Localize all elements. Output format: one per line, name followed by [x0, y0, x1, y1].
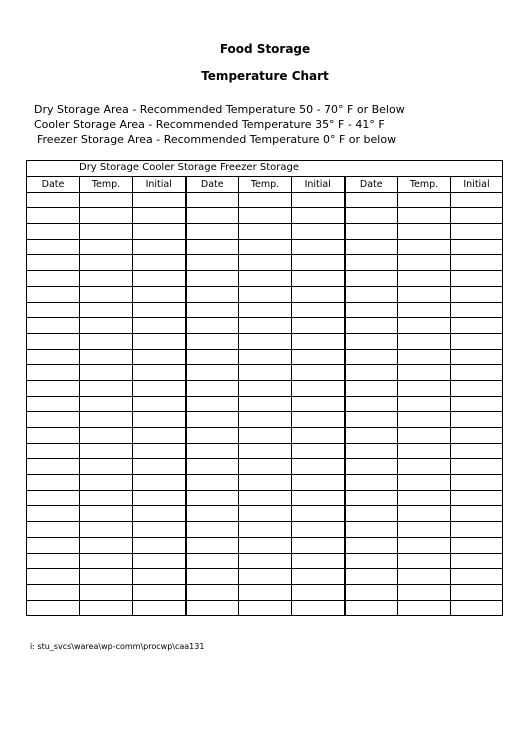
column-header-initial-dry: Initial [133, 177, 186, 193]
table-cell[interactable] [186, 224, 239, 240]
table-cell[interactable] [133, 396, 186, 412]
table-cell[interactable] [239, 224, 292, 240]
table-cell[interactable] [292, 192, 345, 208]
table-cell[interactable] [133, 239, 186, 255]
table-cell[interactable] [80, 333, 133, 349]
table-cell[interactable] [133, 192, 186, 208]
column-header-temp-cooler: Temp. [239, 177, 292, 193]
column-header-date-cooler: Date [186, 177, 239, 193]
table-cell[interactable] [345, 318, 398, 334]
table-cell[interactable] [186, 428, 239, 444]
table-cell[interactable] [80, 380, 133, 396]
table-cell[interactable] [239, 192, 292, 208]
table-row [27, 302, 503, 318]
table-cell[interactable] [451, 428, 503, 444]
table-cell[interactable] [186, 412, 239, 428]
table-cell[interactable] [133, 333, 186, 349]
table-cell[interactable] [345, 428, 398, 444]
table-cell[interactable] [80, 506, 133, 522]
table-cell[interactable] [80, 584, 133, 600]
table-cell[interactable] [186, 192, 239, 208]
table-cell[interactable] [451, 192, 503, 208]
table-cell[interactable] [133, 318, 186, 334]
table-cell[interactable] [398, 349, 451, 365]
table-cell[interactable] [451, 349, 503, 365]
table-cell[interactable] [345, 286, 398, 302]
table-cell[interactable] [398, 302, 451, 318]
table-cell[interactable] [80, 475, 133, 491]
table-cell[interactable] [133, 522, 186, 538]
table-row [27, 475, 503, 491]
table-cell[interactable] [292, 412, 345, 428]
table-cell[interactable] [451, 537, 503, 553]
table-cell[interactable] [80, 208, 133, 224]
table-cell[interactable] [292, 490, 345, 506]
table-cell[interactable] [133, 349, 186, 365]
table-cell[interactable] [398, 506, 451, 522]
table-cell[interactable] [451, 522, 503, 538]
table-cell[interactable] [27, 318, 80, 334]
table-cell[interactable] [345, 380, 398, 396]
table-cell[interactable] [292, 333, 345, 349]
table-cell[interactable] [239, 475, 292, 491]
table-cell[interactable] [80, 490, 133, 506]
table-cell[interactable] [451, 490, 503, 506]
table-cell[interactable] [398, 522, 451, 538]
table-cell[interactable] [133, 506, 186, 522]
table-cell[interactable] [292, 600, 345, 616]
table-cell[interactable] [133, 428, 186, 444]
table-cell[interactable] [292, 208, 345, 224]
table-cell[interactable] [292, 239, 345, 255]
table-cell[interactable] [186, 333, 239, 349]
table-cell[interactable] [345, 271, 398, 287]
table-cell[interactable] [398, 584, 451, 600]
page-subtitle: Temperature Chart [201, 69, 329, 83]
table-cell[interactable] [133, 459, 186, 475]
table-cell[interactable] [27, 349, 80, 365]
table-cell[interactable] [186, 271, 239, 287]
table-cell[interactable] [345, 553, 398, 569]
table-row [27, 365, 503, 381]
table-cell[interactable] [451, 239, 503, 255]
table-row [27, 537, 503, 553]
column-header-temp-freezer: Temp. [398, 177, 451, 193]
table-cell[interactable] [292, 318, 345, 334]
table-cell[interactable] [27, 302, 80, 318]
table-cell[interactable] [292, 475, 345, 491]
table-cell[interactable] [451, 569, 503, 585]
table-cell[interactable] [133, 490, 186, 506]
table-cell[interactable] [186, 255, 239, 271]
table-cell[interactable] [133, 553, 186, 569]
table-cell[interactable] [239, 255, 292, 271]
table-cell[interactable] [398, 537, 451, 553]
table-cell[interactable] [398, 459, 451, 475]
table-cell[interactable] [80, 255, 133, 271]
table-cell[interactable] [80, 192, 133, 208]
table-row [27, 428, 503, 444]
table-cell[interactable] [186, 365, 239, 381]
table-cell[interactable] [292, 506, 345, 522]
table-cell[interactable] [133, 302, 186, 318]
table-cell[interactable] [451, 255, 503, 271]
table-cell[interactable] [345, 443, 398, 459]
group-header-row [27, 161, 503, 177]
table-cell[interactable] [239, 302, 292, 318]
table-cell[interactable] [27, 412, 80, 428]
table-cell[interactable] [239, 569, 292, 585]
table-row [27, 443, 503, 459]
table-cell[interactable] [292, 255, 345, 271]
table-cell[interactable] [451, 506, 503, 522]
table-cell[interactable] [186, 569, 239, 585]
table-cell[interactable] [239, 459, 292, 475]
table-row [27, 333, 503, 349]
table-cell[interactable] [239, 318, 292, 334]
table-cell[interactable] [239, 553, 292, 569]
table-cell[interactable] [451, 584, 503, 600]
dry-storage-recommendation: Dry Storage Area - Recommended Temperature 50 - 70° F or Below [34, 103, 405, 116]
table-cell[interactable] [345, 459, 398, 475]
table-cell[interactable] [398, 380, 451, 396]
table-cell[interactable] [27, 239, 80, 255]
table-cell[interactable] [345, 412, 398, 428]
table-row [27, 396, 503, 412]
table-cell[interactable] [239, 239, 292, 255]
table-cell[interactable] [398, 286, 451, 302]
table-cell[interactable] [451, 318, 503, 334]
table-cell[interactable] [398, 208, 451, 224]
table-cell[interactable] [451, 396, 503, 412]
table-cell[interactable] [292, 380, 345, 396]
table-cell[interactable] [292, 584, 345, 600]
table-cell[interactable] [451, 286, 503, 302]
table-cell[interactable] [27, 208, 80, 224]
table-cell[interactable] [80, 302, 133, 318]
table-row [27, 412, 503, 428]
table-cell[interactable] [186, 459, 239, 475]
table-cell[interactable] [345, 506, 398, 522]
table-cell[interactable] [398, 475, 451, 491]
table-row [27, 192, 503, 208]
table-cell[interactable] [80, 349, 133, 365]
table-row [27, 208, 503, 224]
group-header-label: Dry Storage Cooler Storage Freezer Storage [79, 162, 299, 173]
table-cell[interactable] [27, 333, 80, 349]
table-row [27, 318, 503, 334]
table-cell[interactable] [451, 600, 503, 616]
table-cell[interactable] [186, 318, 239, 334]
table-cell[interactable] [345, 569, 398, 585]
table-cell[interactable] [80, 365, 133, 381]
table-cell[interactable] [292, 553, 345, 569]
table-cell[interactable] [398, 443, 451, 459]
table-cell[interactable] [398, 255, 451, 271]
table-cell[interactable] [133, 255, 186, 271]
table-cell[interactable] [27, 522, 80, 538]
table-cell[interactable] [133, 224, 186, 240]
table-cell[interactable] [186, 506, 239, 522]
table-cell[interactable] [345, 522, 398, 538]
table-cell[interactable] [451, 380, 503, 396]
table-cell[interactable] [80, 286, 133, 302]
table-cell[interactable] [292, 271, 345, 287]
table-cell[interactable] [292, 443, 345, 459]
table-cell[interactable] [80, 318, 133, 334]
table-cell[interactable] [451, 302, 503, 318]
table-cell[interactable] [345, 302, 398, 318]
table-cell[interactable] [345, 490, 398, 506]
column-header-initial-cooler: Initial [292, 177, 345, 193]
table-cell[interactable] [451, 553, 503, 569]
table-cell[interactable] [345, 239, 398, 255]
table-cell[interactable] [345, 475, 398, 491]
table-cell[interactable] [27, 255, 80, 271]
table-cell[interactable] [80, 412, 133, 428]
table-cell[interactable] [292, 459, 345, 475]
table-cell[interactable] [186, 286, 239, 302]
table-cell[interactable] [80, 443, 133, 459]
table-cell[interactable] [133, 412, 186, 428]
table-cell[interactable] [186, 490, 239, 506]
table-cell[interactable] [398, 412, 451, 428]
table-cell[interactable] [80, 522, 133, 538]
table-cell[interactable] [292, 396, 345, 412]
table-row [27, 224, 503, 240]
table-cell[interactable] [27, 286, 80, 302]
table-cell[interactable] [27, 380, 80, 396]
table-cell[interactable] [398, 333, 451, 349]
table-cell[interactable] [186, 537, 239, 553]
table-cell[interactable] [239, 428, 292, 444]
table-cell[interactable] [345, 224, 398, 240]
table-cell[interactable] [292, 537, 345, 553]
table-cell[interactable] [80, 553, 133, 569]
table-cell[interactable] [292, 428, 345, 444]
table-cell[interactable] [239, 506, 292, 522]
table-cell[interactable] [133, 569, 186, 585]
cooler-storage-recommendation: Cooler Storage Area - Recommended Temperature 35° F - 41° F [34, 118, 385, 131]
table-cell[interactable] [239, 208, 292, 224]
table-cell[interactable] [398, 553, 451, 569]
table-cell[interactable] [239, 490, 292, 506]
table-cell[interactable] [186, 239, 239, 255]
table-row [27, 380, 503, 396]
table-cell[interactable] [186, 553, 239, 569]
table-row [27, 490, 503, 506]
table-cell[interactable] [133, 600, 186, 616]
table-row [27, 271, 503, 287]
table-cell[interactable] [27, 584, 80, 600]
table-cell[interactable] [186, 302, 239, 318]
table-cell[interactable] [27, 271, 80, 287]
table-cell[interactable] [80, 428, 133, 444]
freezer-storage-recommendation: Freezer Storage Area - Recommended Temperature 0° F or below [37, 133, 397, 146]
column-header-temp-dry: Temp. [80, 177, 133, 193]
table-cell[interactable] [292, 224, 345, 240]
table-cell[interactable] [27, 475, 80, 491]
table-cell[interactable] [398, 239, 451, 255]
temperature-log-table [26, 160, 503, 616]
column-header-date-freezer: Date [345, 177, 398, 193]
table-cell[interactable] [186, 380, 239, 396]
table-cell[interactable] [27, 553, 80, 569]
table-cell[interactable] [186, 349, 239, 365]
table-cell[interactable] [133, 271, 186, 287]
table-cell[interactable] [345, 333, 398, 349]
table-cell[interactable] [345, 537, 398, 553]
table-cell[interactable] [239, 333, 292, 349]
table-cell[interactable] [133, 208, 186, 224]
table-row [27, 569, 503, 585]
table-cell[interactable] [133, 537, 186, 553]
table-cell[interactable] [80, 396, 133, 412]
table-cell[interactable] [80, 600, 133, 616]
table-cell[interactable] [186, 475, 239, 491]
table-cell[interactable] [27, 428, 80, 444]
table-cell[interactable] [451, 365, 503, 381]
table-cell[interactable] [451, 459, 503, 475]
table-cell[interactable] [345, 255, 398, 271]
table-cell[interactable] [398, 600, 451, 616]
table-cell[interactable] [398, 490, 451, 506]
table-cell[interactable] [398, 224, 451, 240]
table-row [27, 255, 503, 271]
table-cell[interactable] [27, 224, 80, 240]
table-cell[interactable] [186, 396, 239, 412]
table-cell[interactable] [80, 459, 133, 475]
table-cell[interactable] [451, 443, 503, 459]
page-title: Food Storage [219, 42, 311, 56]
table-cell[interactable] [133, 584, 186, 600]
table-cell[interactable] [345, 192, 398, 208]
table-cell[interactable] [398, 365, 451, 381]
table-cell[interactable] [80, 271, 133, 287]
table-cell[interactable] [239, 522, 292, 538]
table-cell[interactable] [398, 396, 451, 412]
table-cell[interactable] [451, 208, 503, 224]
table-cell[interactable] [239, 584, 292, 600]
table-cell[interactable] [239, 349, 292, 365]
table-cell[interactable] [80, 239, 133, 255]
table-cell[interactable] [239, 286, 292, 302]
table-cell[interactable] [239, 365, 292, 381]
table-row [27, 584, 503, 600]
table-cell[interactable] [186, 584, 239, 600]
table-cell[interactable] [398, 318, 451, 334]
table-row [27, 239, 503, 255]
group-header-cell [27, 161, 503, 177]
table-cell[interactable] [292, 286, 345, 302]
table-cell[interactable] [398, 271, 451, 287]
table-cell[interactable] [345, 349, 398, 365]
table-cell[interactable] [292, 365, 345, 381]
table-cell[interactable] [292, 522, 345, 538]
table-cell[interactable] [27, 459, 80, 475]
table-cell[interactable] [186, 522, 239, 538]
table-cell[interactable] [451, 475, 503, 491]
table-cell[interactable] [133, 443, 186, 459]
table-cell[interactable] [451, 333, 503, 349]
table-cell[interactable] [27, 490, 80, 506]
column-header-date-dry: Date [27, 177, 80, 193]
table-cell[interactable] [239, 380, 292, 396]
table-cell[interactable] [239, 412, 292, 428]
column-header-row [27, 177, 503, 193]
table-cell[interactable] [80, 569, 133, 585]
table-cell[interactable] [27, 365, 80, 381]
table-cell[interactable] [133, 475, 186, 491]
table-cell[interactable] [451, 412, 503, 428]
table-cell[interactable] [27, 396, 80, 412]
table-cell[interactable] [345, 365, 398, 381]
table-cell[interactable] [398, 192, 451, 208]
table-cell[interactable] [27, 600, 80, 616]
table-cell[interactable] [27, 569, 80, 585]
table-cell[interactable] [345, 396, 398, 412]
table-cell[interactable] [398, 428, 451, 444]
table-cell[interactable] [292, 302, 345, 318]
table-cell[interactable] [239, 600, 292, 616]
table-cell[interactable] [27, 506, 80, 522]
table-row [27, 459, 503, 475]
table-cell[interactable] [292, 349, 345, 365]
table-cell[interactable] [80, 224, 133, 240]
table-cell[interactable] [133, 365, 186, 381]
table-row [27, 522, 503, 538]
column-header-initial-freezer: Initial [451, 177, 503, 193]
table-row [27, 506, 503, 522]
table-cell[interactable] [345, 584, 398, 600]
table-cell[interactable] [186, 600, 239, 616]
table-cell[interactable] [133, 380, 186, 396]
table-cell[interactable] [186, 208, 239, 224]
table-cell[interactable] [292, 569, 345, 585]
table-cell[interactable] [239, 443, 292, 459]
table-cell[interactable] [239, 396, 292, 412]
table-cell[interactable] [80, 537, 133, 553]
table-cell[interactable] [239, 271, 292, 287]
table-cell[interactable] [27, 443, 80, 459]
table-row [27, 553, 503, 569]
table-cell[interactable] [27, 537, 80, 553]
table-cell[interactable] [398, 569, 451, 585]
table-cell[interactable] [451, 271, 503, 287]
table-cell[interactable] [345, 600, 398, 616]
table-cell[interactable] [133, 286, 186, 302]
table-cell[interactable] [27, 192, 80, 208]
file-path-footer: i: stu_svcs\warea\wp-comm\procwp\caa131 [30, 642, 205, 651]
table-cell[interactable] [186, 443, 239, 459]
table-row [27, 600, 503, 616]
table-cell[interactable] [239, 537, 292, 553]
table-cell[interactable] [451, 224, 503, 240]
table-cell[interactable] [345, 208, 398, 224]
table-row [27, 349, 503, 365]
table-row [27, 286, 503, 302]
